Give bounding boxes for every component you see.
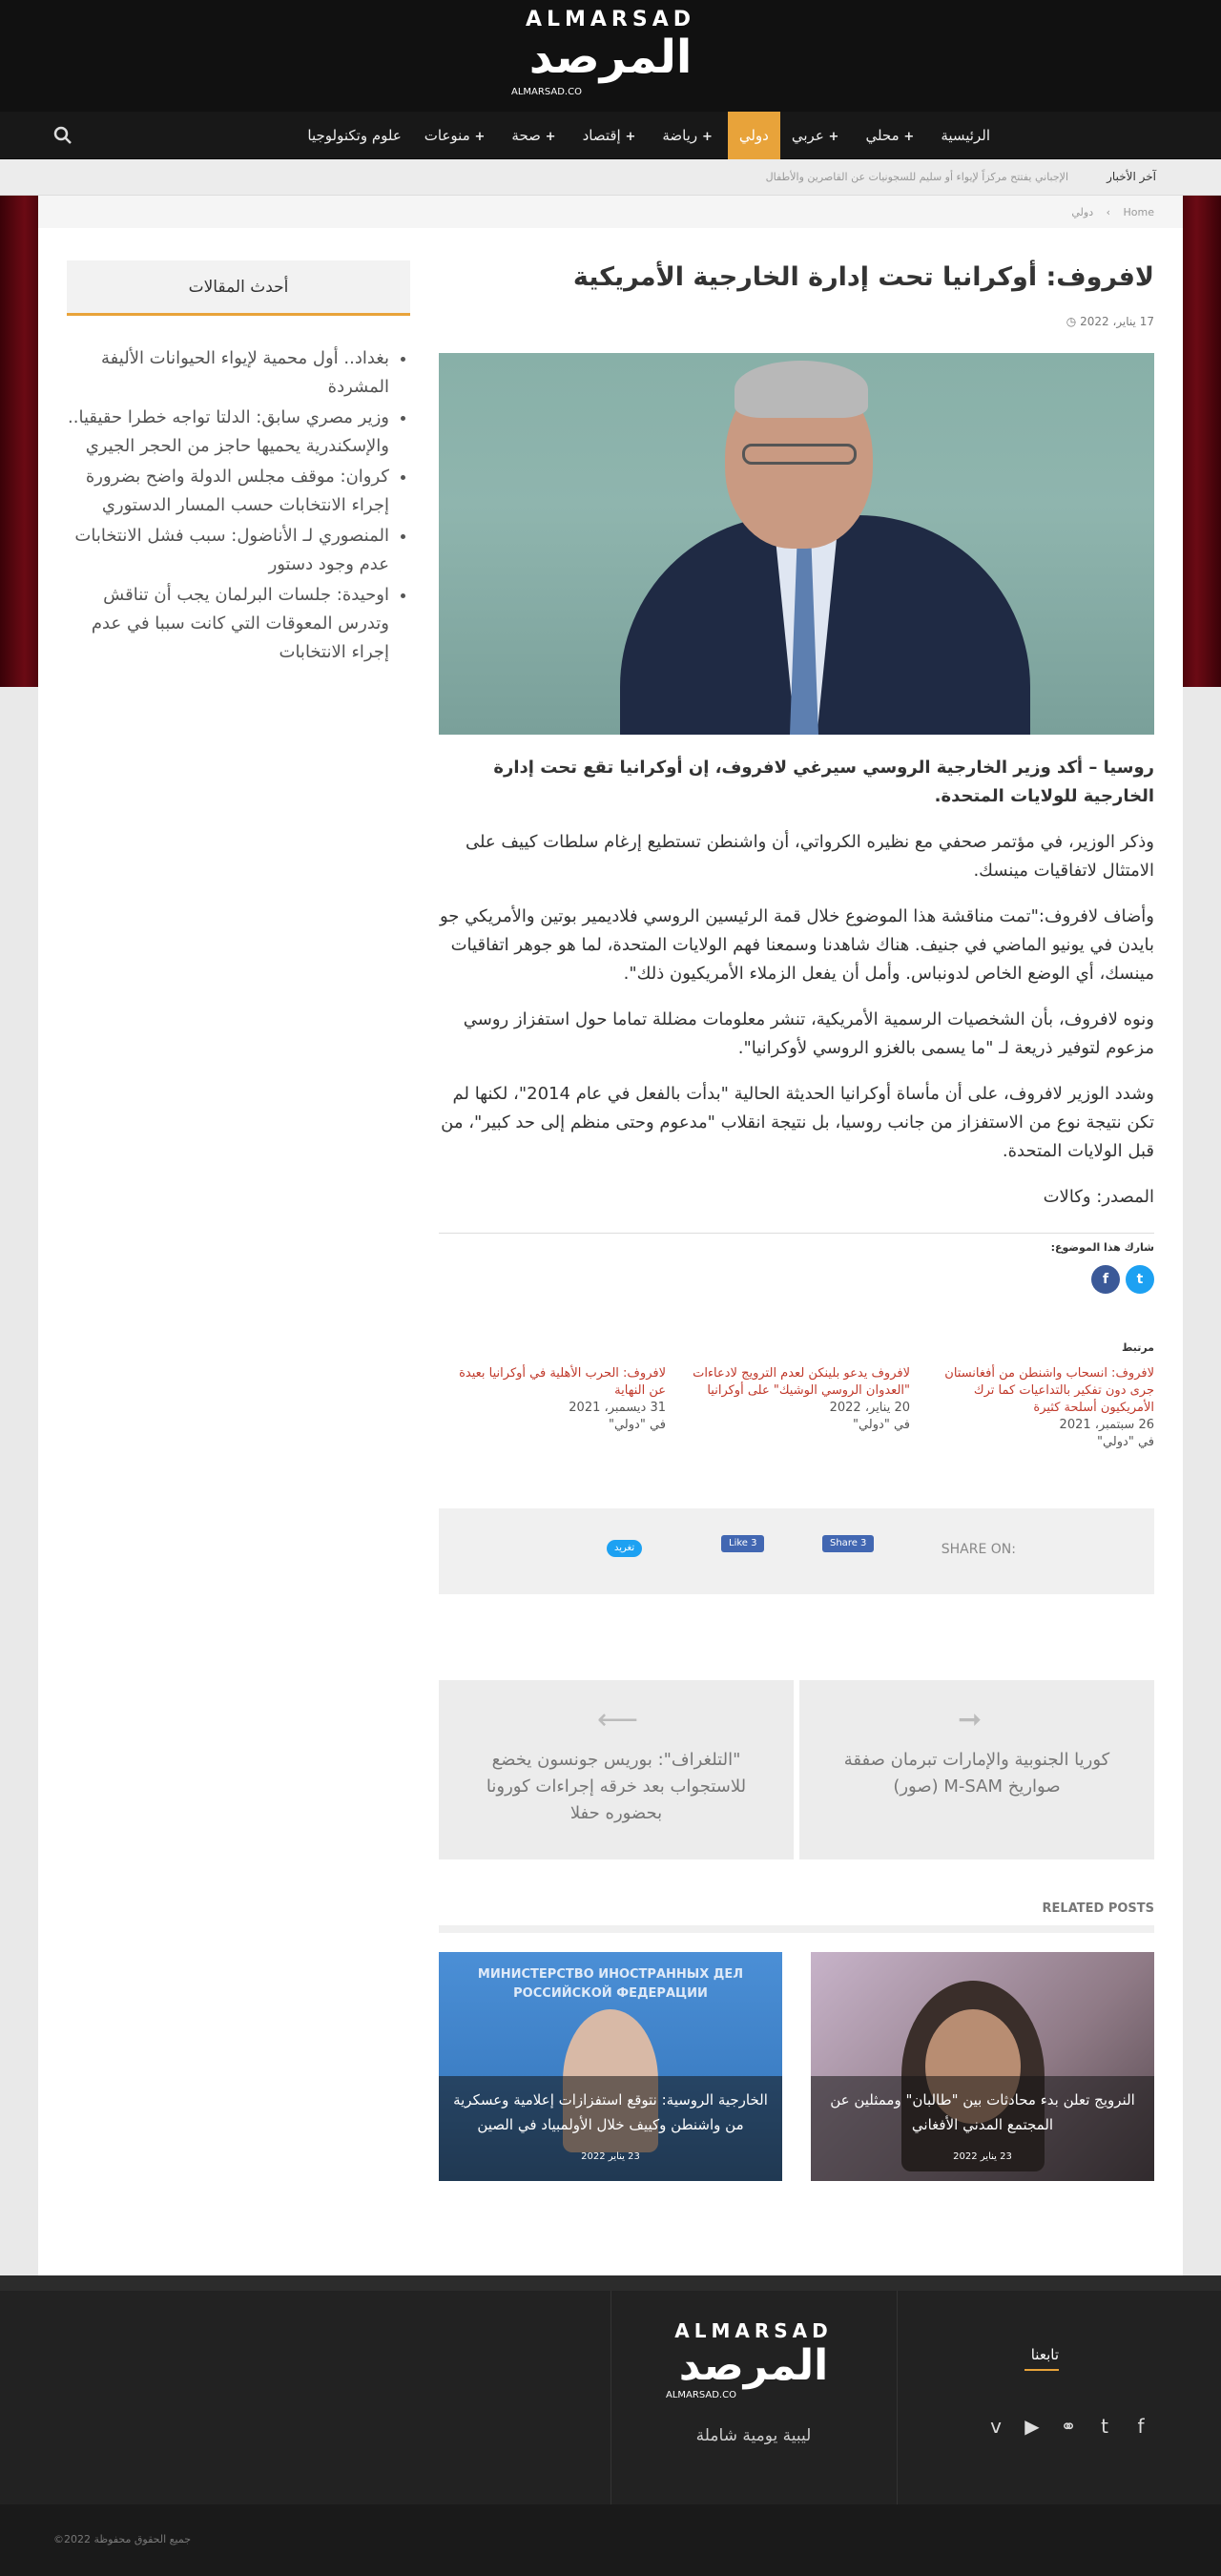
nav-item-science[interactable] — [296, 112, 412, 159]
related-link[interactable]: لافروف: الحرب الأهلية في أوكرانيا بعيدة عن النهاية — [459, 1366, 666, 1398]
main-nav — [0, 112, 1221, 159]
latest-article-link[interactable]: • وزير مصري سابق: الدلتا تواجه خطرا حقيقيا.. والإسكندرية يحميها حاجز من الحجر الجيري — [67, 404, 389, 461]
card-caption — [439, 2076, 782, 2181]
search-icon[interactable] — [53, 126, 72, 145]
chevron-icon: ‹ — [1106, 206, 1111, 218]
next-post-title: "التلغراف": بوريس جونسون يخضع للاستجواب بعد خرقه إجراءات كورونا بحضوره حفلا — [486, 1750, 747, 1823]
card-title: النرويج تعلن بدء محادثات بين "طالبان" وممثلين عن المجتمع المدني الأفغاني — [830, 2091, 1135, 2133]
nav-label: عربي — [791, 127, 824, 144]
article-image — [439, 353, 1154, 735]
related-date: 26 سبتمبر، 2021 — [1059, 1418, 1154, 1432]
nav-item-international[interactable] — [728, 112, 780, 159]
share-on-label: SHARE ON: — [941, 1542, 1016, 1557]
nav-label: رياضة — [662, 127, 698, 144]
logo-latin: ALMARSAD — [525, 8, 696, 31]
related-item — [929, 1365, 1154, 1451]
latest-article-link[interactable]: • اوحيدة: جلسات البرلمان يجب أن تناقش وتدرس المعوقات التي كانت سببا في عدم إجراء الانتخابات — [67, 581, 389, 667]
related-link[interactable]: لافروف يدعو بلينكن لعدم الترويج لادعاءات "العدوان الروسي الوشيك" على أوكرانيا — [693, 1366, 910, 1398]
related-category: في "دولي" — [608, 1418, 666, 1432]
plus-icon: + — [701, 130, 713, 144]
post-navigation — [439, 1680, 1154, 1859]
share-title: شارك هذا الموضوع: — [439, 1233, 1154, 1254]
share-icons — [439, 1265, 1154, 1294]
related-post-card[interactable] — [811, 1952, 1154, 2181]
related-item — [685, 1365, 910, 1451]
footer-divider — [897, 2291, 898, 2504]
vimeo-icon[interactable]: v — [990, 2415, 1002, 2438]
article-title: لافروف: أوكرانيا تحت إدارة الخارجية الأمريكية — [572, 262, 1154, 292]
article-paragraph: وذكر الوزير، في مؤتمر صحفي مع نظيره الكرواتي، أن واشنطن تستطيع إرغام سلطات كييف على الامتثال لاتفاقيات مينسك. — [465, 832, 1154, 881]
related-list — [439, 1365, 1154, 1451]
card-date: 23 يناير 2022 — [581, 2151, 640, 2162]
plus-icon: + — [625, 130, 636, 144]
article-paragraph: ونوه لافروف، بأن الشخصيات الرسمية الأمريكية، تنشر معلومات مضللة تماما حول استفزاز روسي مزعوم لتوفير ذريعة لـ "ما يسمى بالغزو الروسي لأوكرانيا". — [463, 1009, 1154, 1058]
arrow-right-icon: ➞ — [958, 1703, 983, 1736]
logo-arabic: المرصد — [528, 31, 693, 84]
related-category: في "دولي" — [1096, 1435, 1154, 1449]
latest-article-link[interactable]: • المنصوري لـ الأناضول: سبب فشل الانتخابات عدم وجود دستور — [67, 522, 389, 579]
article-lead: روسيا – أكد وزير الخارجية الروسي سيرغي لافروف، إن أوكرانيا تقع تحت إدارة الخارجية للولايات المتحدة. — [493, 758, 1154, 806]
social-links — [984, 2415, 1152, 2438]
nav-label: الرئيسية — [941, 127, 990, 144]
plus-icon: + — [828, 130, 839, 144]
latest-articles-title: أحدث المقالات — [67, 260, 410, 316]
logo-domain: ALMARSAD.CO — [511, 87, 582, 97]
clock-icon: ◷ — [1066, 315, 1077, 328]
article-column — [439, 228, 1154, 2181]
ticker-label: آخر الأخبار — [1107, 170, 1156, 183]
site-footer — [0, 2275, 1221, 2504]
arrow-left-icon: ⟵ — [597, 1703, 639, 1736]
footer-logo-domain: ALMARSAD.CO — [666, 2390, 736, 2400]
related-posts-grid — [439, 1952, 1154, 2181]
youtube-icon[interactable]: ▶ — [1024, 2415, 1040, 2438]
card-title: الخارجية الروسية: نتوقع استفزازات إعلامية وعسكرية من واشنطن وكييف خلال الأولمبياد في الصين — [453, 2091, 768, 2133]
latest-articles-list — [67, 344, 410, 667]
hero-glasses — [742, 444, 857, 465]
related-posts-heading: RELATED POSTS — [439, 1901, 1154, 1933]
site-header — [0, 0, 1221, 112]
nav-item-arab[interactable] — [780, 112, 855, 159]
previous-post-title: كوريا الجنوبية والإمارات تبرمان صفقة صواريخ M-SAM (صور) — [843, 1750, 1110, 1797]
footer-logo-arabic: المرصد — [678, 2341, 829, 2390]
latest-article-link[interactable]: • بغداد.. أول محمية لإيواء الحيوانات الأليفة المشردة — [67, 344, 389, 402]
twitter-icon[interactable]: t — [1101, 2415, 1108, 2438]
nav-label: إقتصاد — [582, 127, 621, 144]
plus-icon: + — [474, 130, 486, 144]
related-date: 31 ديسمبر، 2021 — [569, 1401, 666, 1415]
nav-item-local[interactable] — [854, 112, 929, 159]
article-date — [439, 315, 1154, 328]
nav-label: منوعات — [424, 127, 470, 144]
footer-logo[interactable] — [658, 2319, 849, 2415]
breadcrumb-current[interactable]: دولي — [1071, 206, 1094, 218]
nav-item-home[interactable] — [929, 112, 1002, 159]
article-paragraph: وأضاف لافروف:"تمت مناقشة هذا الموضوع خلال قمة الرئيسين الروسي فلاديمير بوتين والأمريكي جو بايدن في يونيو الماضي في جنيف. هناك شاهدنا وسمعنا فهم الولايات المتحدة، لما هو جوهر اتفاقيات مينسك، أي الوضع الخاص لدونباس. وأمل أن يفعل الزملاء الأمريكيون ذلك". — [439, 906, 1154, 984]
twitter-icon[interactable]: t — [1126, 1265, 1154, 1294]
nav-item-economy[interactable] — [571, 112, 652, 159]
flickr-icon[interactable]: ⚭ — [1060, 2415, 1077, 2438]
plus-icon: + — [545, 130, 556, 144]
site-logo[interactable] — [507, 8, 714, 103]
facebook-icon[interactable]: f — [1091, 1265, 1120, 1294]
facebook-icon[interactable]: f — [1137, 2415, 1145, 2438]
nav-items — [296, 112, 1002, 159]
footer-logo-latin: ALMARSAD — [674, 2319, 833, 2342]
date-text: 17 يناير، 2022 — [1080, 315, 1154, 328]
related-post-card[interactable] — [439, 1952, 782, 2181]
footer-divider — [610, 2291, 611, 2504]
next-post-link[interactable] — [439, 1680, 794, 1859]
follow-title: تابعنا — [1030, 2346, 1059, 2363]
breadcrumb-home[interactable]: Home — [1123, 206, 1154, 218]
nav-label: دولي — [738, 127, 769, 144]
related-category: في "دولي" — [852, 1418, 910, 1432]
article-body — [439, 754, 1154, 1212]
nav-item-misc[interactable] — [413, 112, 501, 159]
article-paragraph: وشدد الوزير لافروف، على أن مأساة أوكرانيا الحديثة الحالية "بدأت بالفعل في عام 2014"، لكنها لم تكن نتيجة نوع من الاستفزاز من جانب روسيا، بل نتيجة انقلاب "مدعوم وحتى منظم إلى حد كبير"، من قبل الولايات المتحدة. — [441, 1084, 1154, 1161]
tweet-button[interactable]: تغريد — [607, 1540, 642, 1557]
copyright-bar — [0, 2504, 1221, 2576]
article-source: المصدر: وكالات — [1043, 1187, 1154, 1207]
nav-item-sports[interactable] — [651, 112, 727, 159]
ticker-headline[interactable]: الإجباني يفتتح مركزاً لإيواء أو سليم للسجونيات عن القاصرين والأطفال — [765, 171, 1068, 183]
nav-label: محلي — [865, 127, 900, 144]
card-caption — [811, 2076, 1154, 2181]
card-date: 23 يناير 2022 — [953, 2151, 1012, 2162]
sidebar — [67, 260, 410, 669]
plus-icon: + — [903, 130, 915, 144]
share-box — [439, 1508, 1154, 1594]
nav-label: صحة — [511, 127, 541, 144]
copyright-text: جميع الحقوق محفوظة 2022© — [53, 2533, 192, 2545]
follow-underline — [1024, 2369, 1059, 2371]
breadcrumb — [420, 206, 1183, 218]
latest-article-link[interactable]: • كروان: موقف مجلس الدولة واضح بضرورة إجراء الانتخابات حسب المسار الدستوري — [67, 463, 389, 520]
breadcrumb-bar — [38, 196, 1183, 228]
related-link[interactable]: لافروف: انسحاب واشنطن من أفغانستان جرى دون تفكير بالتداعيات كما ترك الأمريكيون أسلحة كثيرة — [944, 1366, 1154, 1415]
related-item — [441, 1365, 666, 1451]
nav-item-health[interactable] — [500, 112, 570, 159]
nav-label: علوم وتكنولوجيا — [307, 127, 402, 144]
facebook-share-button[interactable]: Share 3 — [822, 1535, 874, 1552]
related-heading: مرتبط — [1121, 1341, 1154, 1354]
news-ticker — [0, 159, 1221, 196]
content-panel — [38, 196, 1183, 2275]
footer-tagline: ليبية يومية شاملة — [695, 2426, 812, 2445]
related-date: 20 يناير، 2022 — [829, 1401, 910, 1415]
hero-hair — [735, 361, 868, 418]
facebook-like-button[interactable]: Like 3 — [721, 1535, 764, 1552]
card-banner-text: МИНИСТЕРСТВО ИНОСТРАННЫХ ДЕЛ РОССИЙСКОЙ ФЕДЕРАЦИИ — [477, 1967, 744, 2001]
previous-post-link[interactable] — [799, 1680, 1154, 1859]
